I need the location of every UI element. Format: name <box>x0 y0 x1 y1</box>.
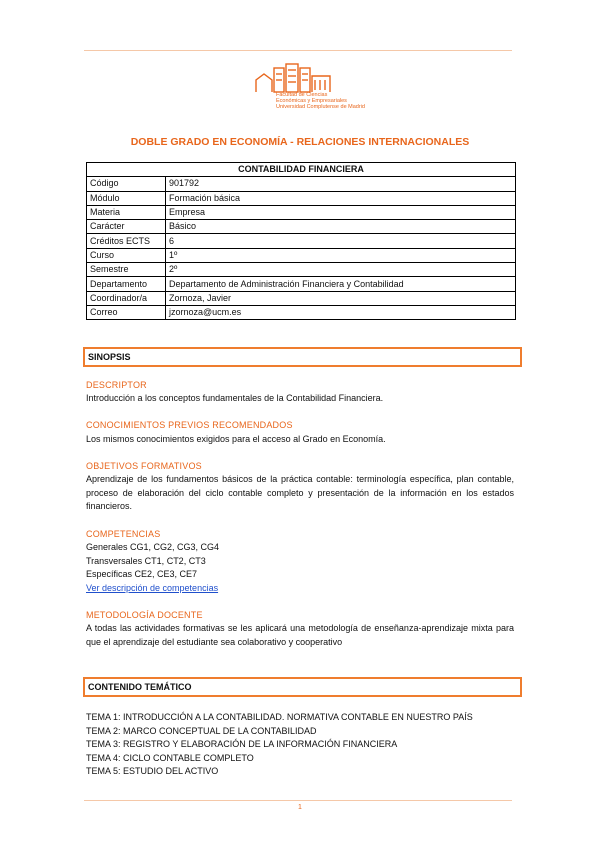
competencias-link[interactable]: Ver descripción de competencias <box>86 582 219 593</box>
row-key: Coordinador/a <box>87 291 166 305</box>
sinopsis-heading: SINOPSIS <box>83 347 522 367</box>
logo-line: Facultad de Ciencias <box>276 92 328 98</box>
table-row <box>87 191 516 205</box>
row-value: Zornoza, Javier <box>166 291 516 305</box>
row-key: Semestre <box>87 263 166 277</box>
row-value: 901792 <box>166 177 516 191</box>
row-value: 2º <box>166 263 516 277</box>
row-value: Básico <box>166 220 516 234</box>
metodologia-text: A todas las actividades formativas se les aplicará una metodología de enseñanza-aprendizaje mixta para que el aprendizaje del estudiante sea colaborativo y cooperativo <box>86 623 514 647</box>
row-key: Materia <box>87 205 166 219</box>
list-item: TEMA 5: ESTUDIO DEL ACTIVO <box>86 766 219 776</box>
row-value: Departamento de Administración Financiera y Contabilidad <box>166 277 516 291</box>
row-key: Código <box>87 177 166 191</box>
row-key: Departamento <box>87 277 166 291</box>
faculty-logo-text <box>276 92 365 110</box>
list-item: Específicas CE2, CE3, CE7 <box>86 569 198 579</box>
page-number: 1 <box>298 804 302 811</box>
table-row <box>87 263 516 277</box>
objetivos-text: Aprendizaje de los fundamentos básicos de la práctica contable: terminología específica, plan contable, proceso de elaboración del ciclo contable completo y presentación de la información en los estados financieros. <box>86 474 514 511</box>
competencias-label: COMPETENCIAS <box>86 529 161 539</box>
table-row <box>87 277 516 291</box>
metodologia-label: METODOLOGÍA DOCENTE <box>86 610 203 620</box>
row-value: 1º <box>166 248 516 262</box>
table-row <box>87 248 516 262</box>
competencias-list <box>86 541 514 595</box>
conocimientos-text: Los mismos conocimientos exigidos para el acceso al Grado en Economía. <box>86 434 386 444</box>
course-title: CONTABILIDAD FINANCIERA <box>87 163 516 177</box>
row-value: Empresa <box>166 205 516 219</box>
row-value: jzornoza@ucm.es <box>166 305 516 319</box>
table-row <box>87 205 516 219</box>
header-divider <box>84 50 512 51</box>
list-item: Generales CG1, CG2, CG3, CG4 <box>86 542 220 552</box>
row-value: 6 <box>166 234 516 248</box>
descriptor-label: DESCRIPTOR <box>86 380 147 390</box>
row-key: Curso <box>87 248 166 262</box>
degree-title: DOBLE GRADO EN ECONOMÍA - RELACIONES INTERNACIONALES <box>130 136 470 148</box>
temas-list <box>86 711 514 779</box>
row-key: Correo <box>87 305 166 319</box>
row-key: Carácter <box>87 220 166 234</box>
course-info-table <box>86 162 516 320</box>
table-row <box>87 177 516 191</box>
table-row <box>87 305 516 319</box>
list-item: TEMA 4: CICLO CONTABLE COMPLETO <box>86 752 254 763</box>
list-item: TEMA 1: INTRODUCCIÓN A LA CONTABILIDAD. NORMATIVA CONTABLE EN NUESTRO PAÍS <box>86 712 473 722</box>
row-value: Formación básica <box>166 191 516 205</box>
table-row <box>87 234 516 248</box>
row-key: Créditos ECTS <box>87 234 166 248</box>
logo-line: Universidad Complutense de Madrid <box>276 104 365 110</box>
objetivos-label: OBJETIVOS FORMATIVOS <box>86 461 202 471</box>
list-item: TEMA 2: MARCO CONCEPTUAL DE LA CONTABILIDAD <box>86 725 317 736</box>
table-row <box>87 291 516 305</box>
table-row <box>87 220 516 234</box>
list-item: Transversales CT1, CT2, CT3 <box>86 555 206 566</box>
conocimientos-label: CONOCIMIENTOS PREVIOS RECOMENDADOS <box>86 420 293 430</box>
logo-line: Económicas y Empresariales <box>276 98 347 104</box>
footer-divider <box>84 800 512 801</box>
row-key: Módulo <box>87 191 166 205</box>
contenido-heading: CONTENIDO TEMÁTICO <box>83 677 522 697</box>
list-item: TEMA 3: REGISTRO Y ELABORACIÓN DE LA INFORMACIÓN FINANCIERA <box>86 739 398 749</box>
descriptor-text: Introducción a los conceptos fundamentales de la Contabilidad Financiera. <box>86 393 384 403</box>
